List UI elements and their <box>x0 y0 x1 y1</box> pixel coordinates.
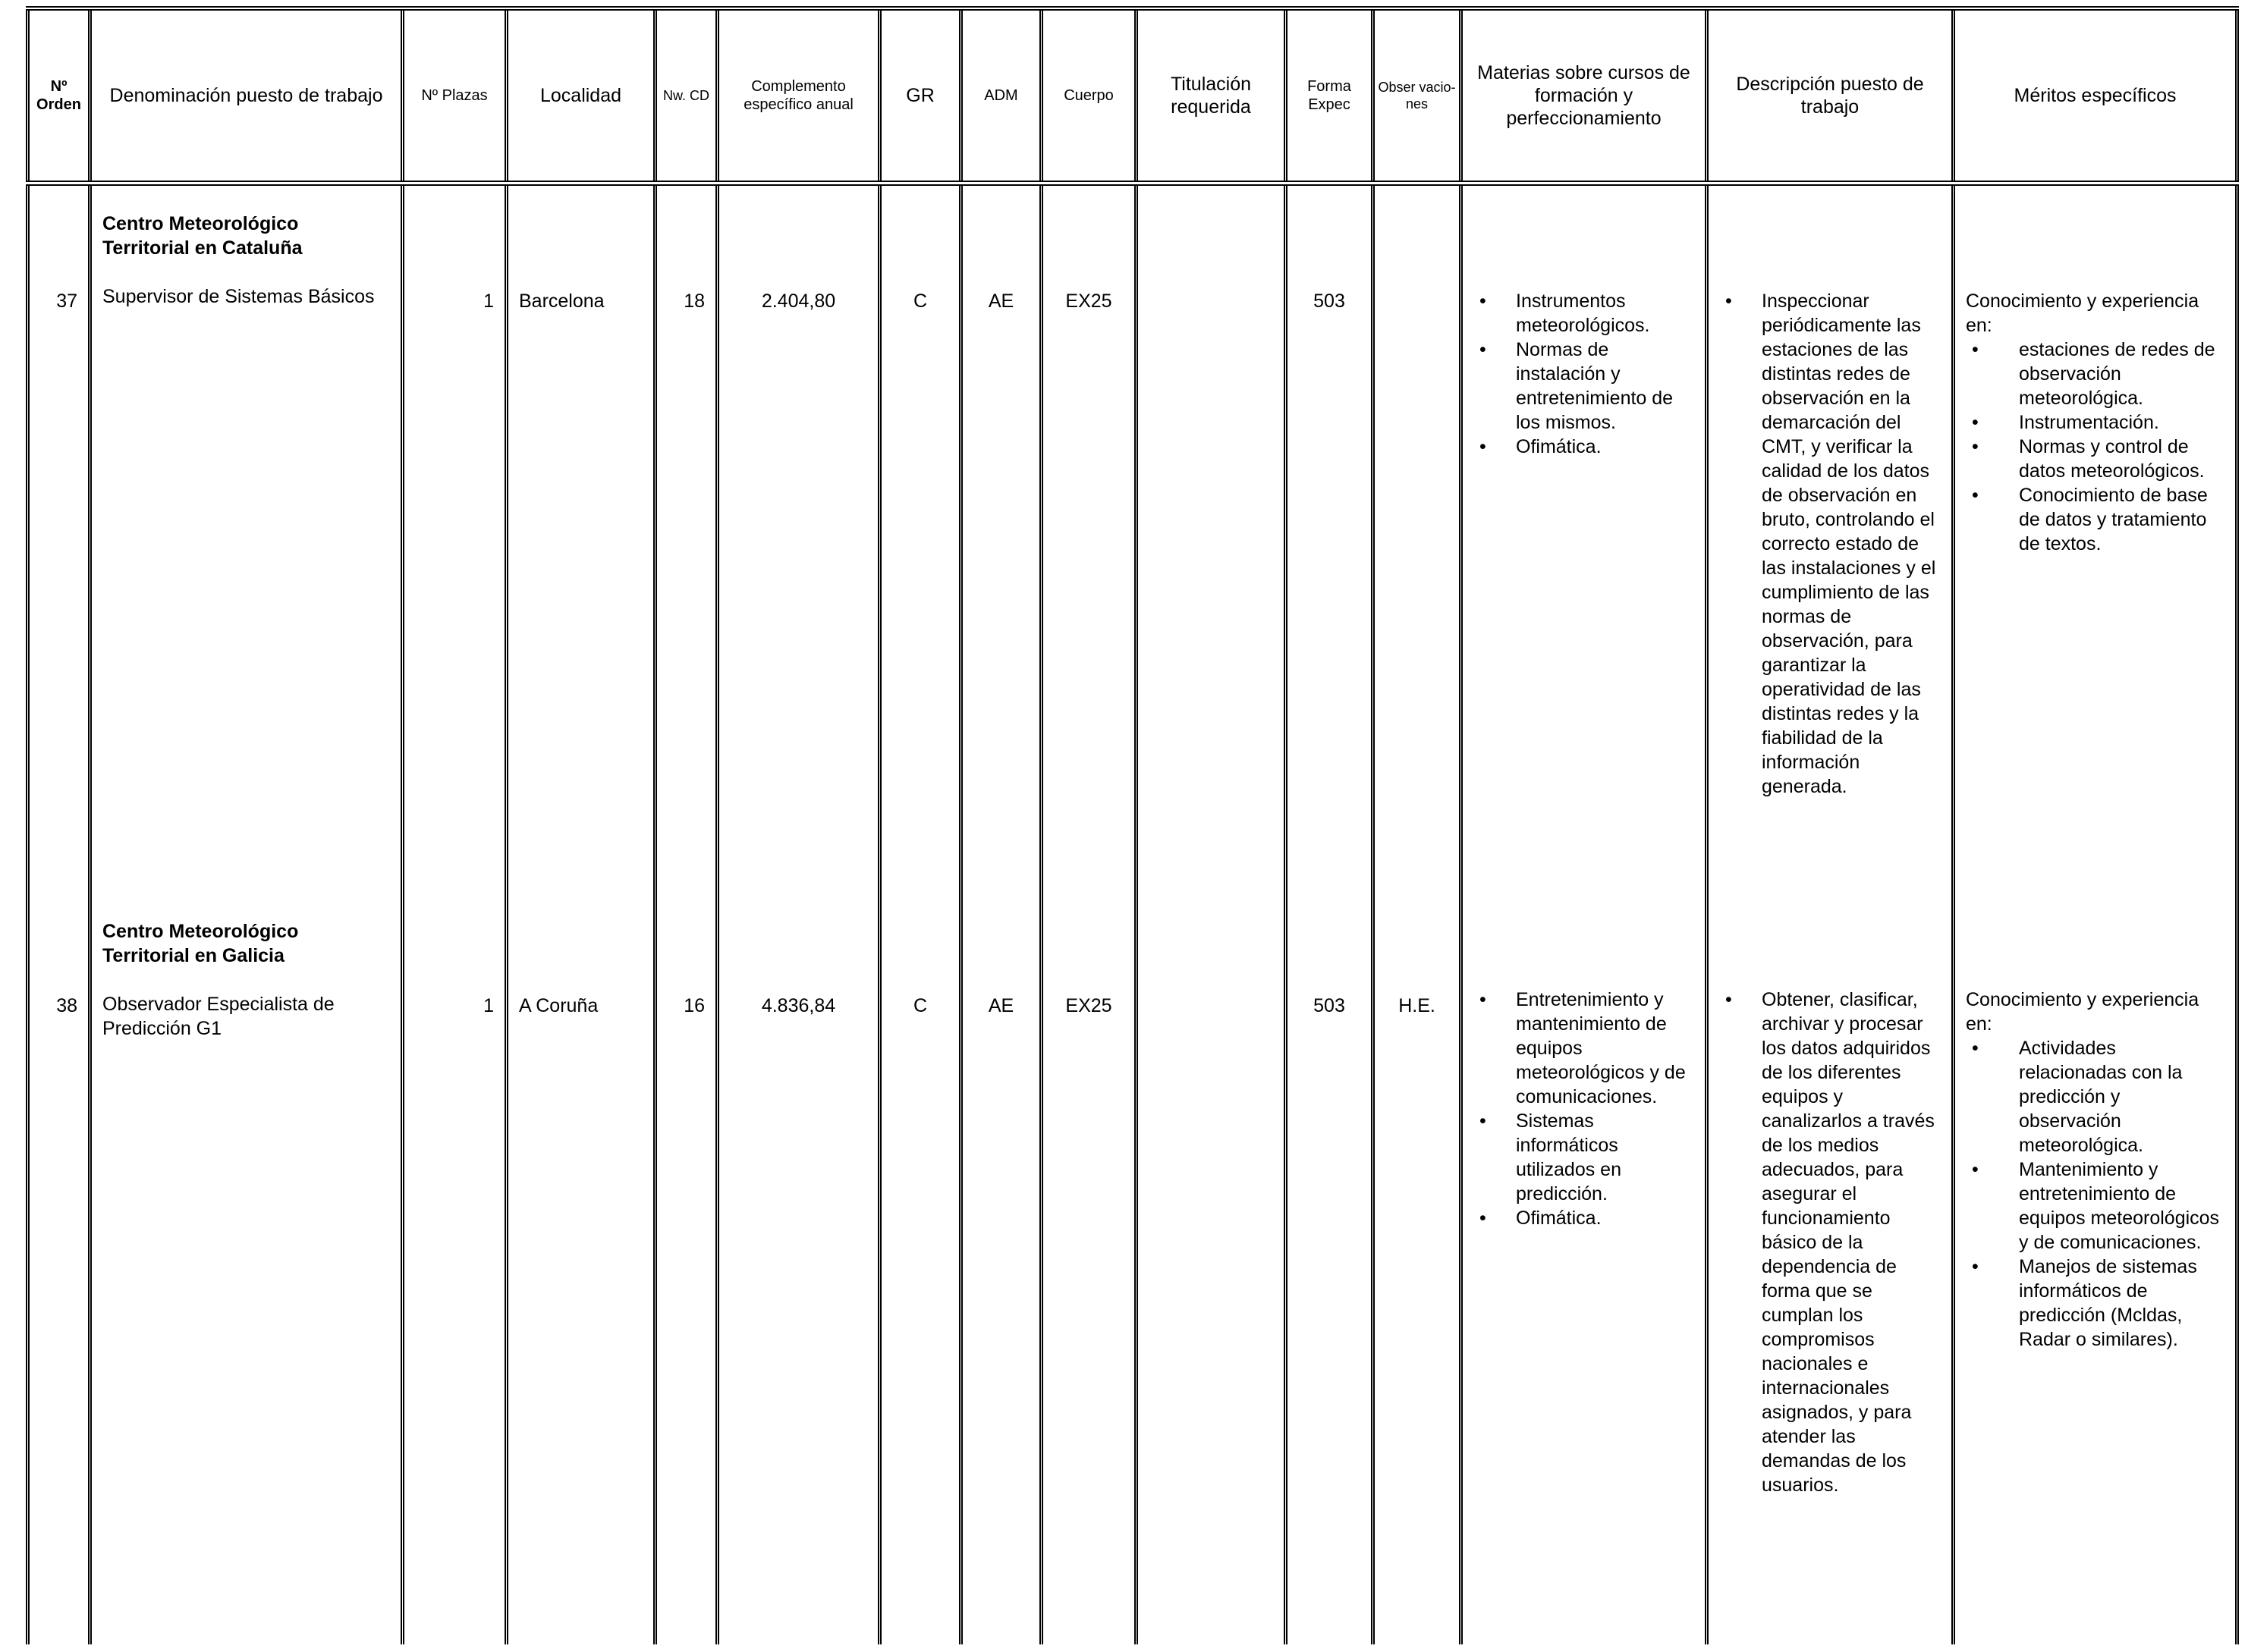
list-item: • Ofimática. <box>1479 1207 1602 1229</box>
descripcion-list <box>1719 988 1941 1497</box>
header-row <box>28 8 2237 184</box>
list-item: • Entretenimiento y mantenimiento de equipos meteorológicos y de comunicaciones. <box>1479 988 1686 1107</box>
header-meritos: Méritos específicos <box>1954 8 2237 184</box>
list-item: • Actividades relacionadas con la predicción y observación meteorológica. <box>1972 1037 2183 1156</box>
meritos-cell <box>1954 919 2237 1644</box>
materias-cell <box>1461 919 1707 1644</box>
job-positions-table <box>26 6 2239 1644</box>
list-item: • Ofimática. <box>1479 436 1602 457</box>
orden-cell: 37 <box>28 184 90 919</box>
orden-cell: 38 <box>28 919 90 1644</box>
descripcion-list <box>1719 289 1941 799</box>
list-item: • Mantenimiento y entretenimiento de equipos meteorológicos y de comunicaciones. <box>1972 1158 2220 1253</box>
section-title: Centro Meteorológico Territorial en Cataluña <box>102 213 303 259</box>
denominacion-cell <box>90 184 403 919</box>
meritos-cell <box>1954 184 2237 919</box>
localidad-cell: A Coruña <box>507 919 656 1644</box>
header-materias: Materias sobre cursos de formación y perfeccionamiento <box>1461 8 1707 184</box>
section-title: Centro Meteorológico Territorial en Galicia <box>102 920 299 966</box>
titulacion-cell <box>1137 184 1286 919</box>
header-complemento: Complemento específico anual <box>718 8 880 184</box>
descripcion-cell <box>1707 184 1954 919</box>
nivel-cd-cell: 18 <box>656 184 718 919</box>
gr-cell: C <box>880 184 961 919</box>
list-item: • Inspeccionar periódicamente las estaciones de las distintas redes de observación en la demarcación del CMT, y verificar la calidad de los datos de observación en bruto, controlando el correcto estado de las instalaciones y el cumplimiento de las normas de observación, para garantizar la operatividad de las distintas redes y la fiabilidad de la información generada. <box>1725 291 1936 797</box>
list-item: • Conocimiento de base de datos y tratamiento de textos. <box>1972 485 2208 554</box>
table-row <box>28 919 2237 1644</box>
meritos-intro: Conocimiento y experiencia en: <box>1966 988 2199 1035</box>
list-item: • Sistemas informáticos utilizados en predicción. <box>1479 1110 1621 1204</box>
header-forma: Forma Expec <box>1286 8 1373 184</box>
header-localidad: Localidad <box>507 8 656 184</box>
header-nivel-cd: Nw. CD <box>656 8 718 184</box>
observaciones-cell <box>1373 184 1461 919</box>
titulacion-cell <box>1137 919 1286 1644</box>
header-adm: ADM <box>961 8 1042 184</box>
forma-cell: 503 <box>1286 919 1373 1644</box>
materias-list <box>1473 289 1694 459</box>
header-titulacion: Titulación requerida <box>1137 8 1286 184</box>
plazas-cell: 1 <box>403 184 507 919</box>
observaciones-cell: H.E. <box>1373 919 1461 1644</box>
list-item: • Obtener, clasificar, archivar y procesar los datos adquiridos de los diferentes equipos y canalizarlos a través de los medios adecuados, para asegurar el funcionamiento básico de la dependencia de forma que se cumplan los compromisos nacionales e internacionales asignados, y para atender las demandas de los usuarios. <box>1725 988 1935 1496</box>
adm-cell: AE <box>961 919 1042 1644</box>
localidad-cell: Barcelona <box>507 184 656 919</box>
header-gr: GR <box>880 8 961 184</box>
list-item: • Normas de instalación y entretenimiento de los mismos. <box>1479 339 1674 433</box>
list-item: • Normas y control de datos meteorológicos. <box>1972 436 2205 482</box>
meritos-list <box>1966 338 2224 556</box>
meritos-list <box>1966 1036 2224 1352</box>
materias-cell <box>1461 184 1707 919</box>
list-item: • Instrumentos meteorológicos. <box>1479 291 1650 336</box>
denominacion-text: Observador Especialista de Predicción G1 <box>102 993 335 1039</box>
descripcion-cell <box>1707 919 1954 1644</box>
list-item: • Manejos de sistemas informáticos de predicción (Mcldas, Radar o similares). <box>1972 1255 2197 1350</box>
header-plazas: Nº Plazas <box>403 8 507 184</box>
nivel-cd-cell: 16 <box>656 919 718 1644</box>
header-descripcion: Descripción puesto de trabajo <box>1707 8 1954 184</box>
list-item: • estaciones de redes de observación meteorológica. <box>1972 339 2215 409</box>
list-item: • Instrumentación. <box>1972 412 2159 433</box>
gr-cell: C <box>880 919 961 1644</box>
header-observaciones: Obser vacio- nes <box>1373 8 1461 184</box>
complemento-cell: 2.404,80 <box>718 184 880 919</box>
header-denominacion: Denominación puesto de trabajo <box>90 8 403 184</box>
header-orden: Nº Orden <box>28 8 90 184</box>
meritos-intro: Conocimiento y experiencia en: <box>1966 291 2199 336</box>
denominacion-cell <box>90 919 403 1644</box>
denominacion-text: Supervisor de Sistemas Básicos <box>102 286 375 307</box>
adm-cell: AE <box>961 184 1042 919</box>
complemento-cell: 4.836,84 <box>718 919 880 1644</box>
header-cuerpo: Cuerpo <box>1042 8 1137 184</box>
plazas-cell: 1 <box>403 919 507 1644</box>
materias-list <box>1473 988 1694 1230</box>
table-row <box>28 184 2237 919</box>
cuerpo-cell: EX25 <box>1042 184 1137 919</box>
cuerpo-cell: EX25 <box>1042 919 1137 1644</box>
forma-cell: 503 <box>1286 184 1373 919</box>
